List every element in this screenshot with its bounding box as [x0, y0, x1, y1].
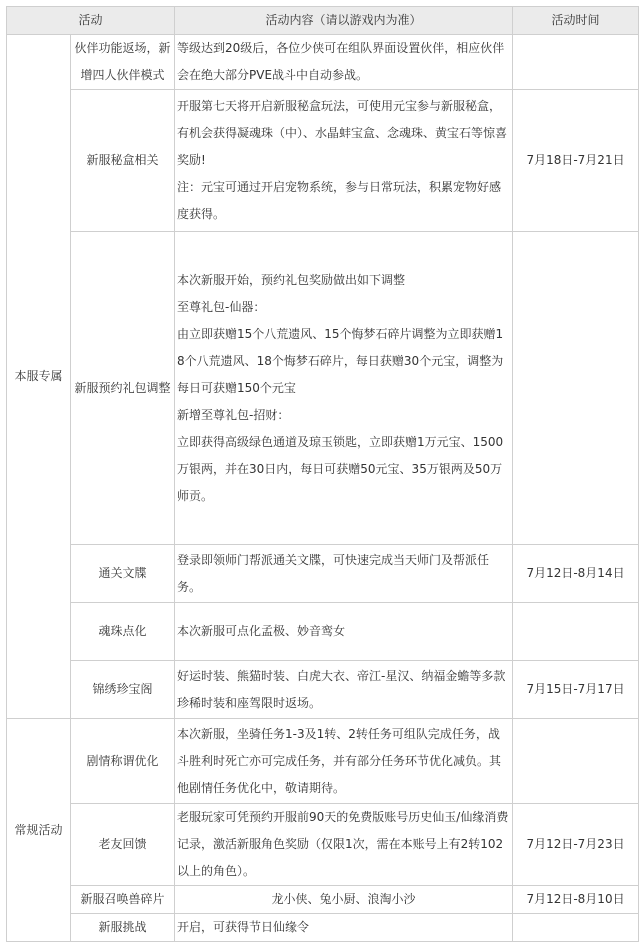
activity-time-cell: 7月12日-8月14日 [513, 545, 639, 603]
content-paragraph: 龙小侠、兔小厨、浪淘小沙 [271, 892, 416, 906]
table-row [7, 545, 639, 603]
content-paragraph: 本次新服，坐骑任务1-3及1转、2转任务可组队完成任务，战斗胜利时死亡亦可完成任务，并有部分任务环节优化减负。其他剧情任务优化中，敬请期待。 [177, 726, 502, 795]
activity-content-cell [175, 914, 513, 942]
activity-name-cell: 新服召唤兽碎片 [71, 886, 175, 914]
activity-name-cell: 新服挑战 [71, 914, 175, 942]
table-row [7, 886, 639, 914]
content-paragraph: 注：元宝可通过开启宠物系统，参与日常玩法，积累宠物好感度获得。 [177, 180, 502, 221]
table-row [7, 232, 639, 545]
activity-time-cell [513, 719, 639, 804]
activity-time-cell: 7月18日-7月21日 [513, 90, 639, 232]
content-paragraph: 本次新服可点化孟极、妙音鸾女 [177, 624, 346, 638]
activity-content-cell [175, 545, 513, 603]
table-row [7, 661, 639, 719]
content-paragraph: 登录即领师门帮派通关文牒，可快速完成当天师门及帮派任务。 [177, 552, 490, 594]
activity-name-cell: 剧情称谓优化 [71, 719, 175, 804]
activity-name-cell: 新服秘盒相关 [71, 90, 175, 232]
activity-name-cell: 通关文牒 [71, 545, 175, 603]
content-paragraph: 开启，可获得节日仙缘令 [177, 920, 310, 934]
activity-time-cell: 7月12日-7月23日 [513, 804, 639, 886]
activity-time-cell: 7月12日-8月10日 [513, 886, 639, 914]
activity-content-cell [175, 804, 513, 886]
activity-name-cell: 锦绣珍宝阁 [71, 661, 175, 719]
activity-content-cell [175, 661, 513, 719]
activity-time-cell [513, 914, 639, 942]
content-paragraph: 至尊礼包-仙器： [177, 299, 266, 314]
activity-time-cell: 7月15日-7月17日 [513, 661, 639, 719]
category-cell: 常规活动 [7, 719, 71, 942]
activity-name-cell: 魂珠点化 [71, 603, 175, 661]
content-paragraph: 立即获得高级绿色通道及琼玉锁匙，立即获赠1万元宝、1500万银两，并在30日内，每日可获赠50元宝、35万银两及50万师贡。 [177, 434, 504, 503]
activity-time-cell [513, 35, 639, 90]
header-time: 活动时间 [513, 7, 639, 35]
table-row [7, 804, 639, 886]
activity-content-cell [175, 232, 513, 545]
header-content: 活动内容（请以游戏内为准） [175, 7, 513, 35]
activity-time-cell [513, 603, 639, 661]
table-row [7, 90, 639, 232]
content-paragraph: 开服第七天将开启新服秘盒玩法，可使用元宝参与新服秘盒，有机会获得凝魂珠（中）、水晶蚌宝盒、念魂珠、黄宝石等惊喜奖励! [177, 99, 508, 167]
activity-time-cell [513, 232, 639, 545]
header-activity: 活动 [7, 7, 175, 35]
activity-name-cell: 老友回馈 [71, 804, 175, 886]
table-row [7, 603, 639, 661]
category-cell: 本服专属 [7, 35, 71, 719]
activity-name-cell: 伙伴功能返场，新增四人伙伴模式 [71, 35, 175, 90]
content-paragraph: 好运时装、熊猫时装、白虎大衣、帝江-星汉、纳福金蟾等多款珍稀时装和座驾限时返场。 [177, 668, 506, 710]
table-body [7, 35, 639, 942]
activity-content-cell [175, 719, 513, 804]
content-paragraph: 等级达到20级后，各位少侠可在组队界面设置伙伴，相应伙伴会在绝大部分PVE战斗中自动参战。 [177, 41, 505, 82]
activity-content-cell [175, 886, 513, 914]
content-paragraph: 新增至尊礼包-招财： [177, 407, 290, 422]
content-paragraph: 由立即获赠15个八荒遗风、15个悔梦石碎片调整为立即获赠18个八荒遗风、18个悔梦石碎片，每日获赠30个元宝，调整为每日可获赠150个元宝 [177, 326, 504, 395]
activity-content-cell [175, 603, 513, 661]
activity-content-cell [175, 90, 513, 232]
table-row [7, 914, 639, 942]
activity-content-cell [175, 35, 513, 90]
table-header-row [7, 7, 639, 35]
content-paragraph: 老服玩家可凭预约开服前90天的免费版账号历史仙玉/仙缘消费记录，激活新服角色奖励（仅限1次，需在本账号上有2转102以上的角色）。 [177, 810, 509, 878]
activity-name-cell: 新服预约礼包调整 [71, 232, 175, 545]
table-row [7, 35, 639, 90]
content-paragraph: 本次新服开始，预约礼包奖励做出如下调整 [177, 272, 406, 287]
activity-table [6, 6, 639, 942]
table-row [7, 719, 639, 804]
